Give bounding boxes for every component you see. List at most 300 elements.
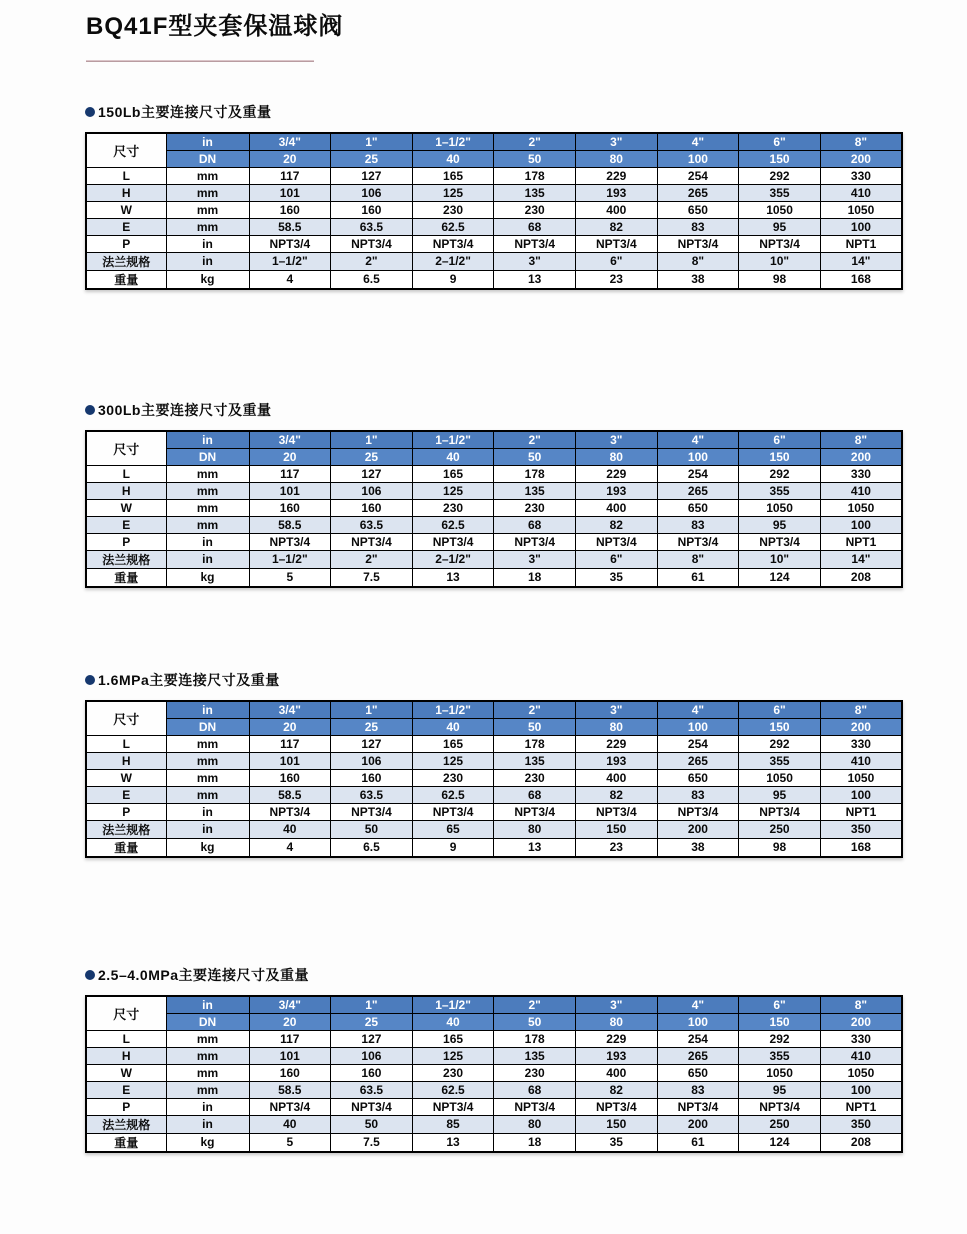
value-cell: 3" (494, 252, 576, 270)
value-cell: 100 (820, 516, 902, 533)
value-cell: NPT3/4 (739, 533, 821, 550)
value-cell: 292 (739, 167, 821, 184)
value-cell: 85 (412, 1115, 494, 1133)
size-header-cell: 1" (331, 133, 413, 150)
size-header-cell: 3/4" (249, 996, 331, 1013)
row-label-cell: L (86, 1030, 166, 1047)
size-header-row (86, 431, 902, 448)
value-cell: 63.5 (331, 516, 413, 533)
table-host-1-6mpa (85, 700, 903, 858)
value-cell: 2" (331, 550, 413, 568)
value-cell: 82 (576, 786, 658, 803)
row-label-cell: 法兰规格 (86, 1115, 166, 1133)
value-cell: 650 (657, 1064, 739, 1081)
value-cell: 135 (494, 482, 576, 499)
row-label-cell: E (86, 516, 166, 533)
value-cell: NPT3/4 (331, 235, 413, 252)
dimension-corner-cell: 尺寸 (86, 996, 166, 1030)
value-cell: NPT3/4 (576, 1098, 658, 1115)
dn-header-cell: 20 (249, 150, 331, 167)
value-cell: 38 (657, 838, 739, 857)
value-cell: 400 (576, 1064, 658, 1081)
dn-header-row (86, 150, 902, 167)
value-cell: 6" (576, 550, 658, 568)
unit-cell: in (166, 1098, 249, 1115)
value-cell: 229 (576, 735, 658, 752)
value-cell: 68 (494, 218, 576, 235)
value-cell: 100 (820, 1081, 902, 1098)
unit-cell: in (166, 1115, 249, 1133)
row-label-cell: H (86, 752, 166, 769)
unit-cell: in (166, 820, 249, 838)
row-label-cell: L (86, 465, 166, 482)
unit-cell: kg (166, 838, 249, 857)
value-cell: 178 (494, 1030, 576, 1047)
section-150lb (85, 103, 903, 290)
spec-table (85, 700, 903, 858)
size-header-cell: 3" (576, 431, 658, 448)
table-row (86, 252, 902, 270)
table-row (86, 201, 902, 218)
value-cell: 400 (576, 769, 658, 786)
size-header-cell: 2" (494, 701, 576, 718)
unit-cell: mm (166, 167, 249, 184)
value-cell: 1050 (739, 499, 821, 516)
dn-header-row (86, 1013, 902, 1030)
dn-header-cell: 100 (657, 448, 739, 465)
value-cell: 200 (657, 820, 739, 838)
dn-header-row (86, 448, 902, 465)
row-label-cell: E (86, 218, 166, 235)
value-cell: 68 (494, 1081, 576, 1098)
dn-header-cell: 50 (494, 718, 576, 735)
value-cell: 117 (249, 465, 331, 482)
dn-unit-cell: DN (166, 150, 249, 167)
value-cell: 200 (657, 1115, 739, 1133)
unit-cell: kg (166, 568, 249, 587)
value-cell: 160 (249, 769, 331, 786)
value-cell: 106 (331, 482, 413, 499)
value-cell: 68 (494, 516, 576, 533)
value-cell: NPT3/4 (249, 533, 331, 550)
value-cell: 5 (249, 568, 331, 587)
row-label-cell: E (86, 1081, 166, 1098)
size-header-row (86, 133, 902, 150)
value-cell: 13 (412, 568, 494, 587)
value-cell: 82 (576, 1081, 658, 1098)
value-cell: 7.5 (331, 568, 413, 587)
value-cell: NPT1 (820, 533, 902, 550)
value-cell: 1050 (739, 1064, 821, 1081)
table-row (86, 735, 902, 752)
value-cell: 9 (412, 838, 494, 857)
value-cell: 7.5 (331, 1133, 413, 1152)
value-cell: NPT3/4 (494, 235, 576, 252)
value-cell: 4 (249, 270, 331, 289)
value-cell: 410 (820, 184, 902, 201)
value-cell: 135 (494, 1047, 576, 1064)
size-header-cell: 2" (494, 431, 576, 448)
value-cell: 100 (820, 786, 902, 803)
value-cell: 193 (576, 752, 658, 769)
value-cell: 40 (249, 820, 331, 838)
row-label-cell: E (86, 786, 166, 803)
size-header-cell: 3" (576, 701, 658, 718)
value-cell: 124 (739, 1133, 821, 1152)
size-header-cell: 4" (657, 133, 739, 150)
value-cell: 254 (657, 167, 739, 184)
table-row (86, 838, 902, 857)
value-cell: 125 (412, 184, 494, 201)
size-header-cell: 3/4" (249, 133, 331, 150)
dn-header-cell: 80 (576, 448, 658, 465)
value-cell: 61 (657, 568, 739, 587)
value-cell: 127 (331, 167, 413, 184)
value-cell: 106 (331, 184, 413, 201)
size-header-cell: 8" (820, 701, 902, 718)
value-cell: 292 (739, 465, 821, 482)
value-cell: 6" (576, 252, 658, 270)
row-label-cell: L (86, 167, 166, 184)
table-row (86, 1133, 902, 1152)
value-cell: 83 (657, 1081, 739, 1098)
table-row (86, 1047, 902, 1064)
dn-header-cell: 25 (331, 1013, 413, 1030)
value-cell: 125 (412, 752, 494, 769)
unit-cell: mm (166, 769, 249, 786)
value-cell: NPT3/4 (412, 533, 494, 550)
value-cell: 292 (739, 1030, 821, 1047)
size-header-cell: 1–1/2" (412, 701, 494, 718)
row-label-cell: P (86, 533, 166, 550)
size-unit-cell: in (166, 701, 249, 718)
value-cell: 230 (412, 769, 494, 786)
value-cell: NPT3/4 (331, 803, 413, 820)
value-cell: 95 (739, 218, 821, 235)
value-cell: 23 (576, 270, 658, 289)
value-cell: 58.5 (249, 516, 331, 533)
value-cell: 13 (494, 838, 576, 857)
row-label-cell: 法兰规格 (86, 550, 166, 568)
value-cell: 1050 (820, 769, 902, 786)
value-cell: NPT3/4 (249, 803, 331, 820)
value-cell: 330 (820, 465, 902, 482)
value-cell: 58.5 (249, 218, 331, 235)
value-cell: 6.5 (331, 838, 413, 857)
unit-cell: in (166, 803, 249, 820)
dn-header-cell: 100 (657, 718, 739, 735)
unit-cell: mm (166, 499, 249, 516)
table-row (86, 786, 902, 803)
dn-header-cell: 40 (412, 448, 494, 465)
value-cell: NPT3/4 (331, 1098, 413, 1115)
value-cell: 18 (494, 568, 576, 587)
value-cell: 165 (412, 1030, 494, 1047)
value-cell: 63.5 (331, 786, 413, 803)
value-cell: 265 (657, 184, 739, 201)
value-cell: 254 (657, 1030, 739, 1047)
value-cell: 330 (820, 735, 902, 752)
title-underline-rule (86, 60, 314, 62)
value-cell: 193 (576, 1047, 658, 1064)
table-row (86, 1098, 902, 1115)
value-cell: 98 (739, 270, 821, 289)
value-cell: 1050 (739, 201, 821, 218)
table-row (86, 1030, 902, 1047)
size-header-cell: 3/4" (249, 701, 331, 718)
value-cell: 254 (657, 465, 739, 482)
size-header-cell: 8" (820, 996, 902, 1013)
row-label-cell: W (86, 1064, 166, 1081)
value-cell: 160 (331, 499, 413, 516)
value-cell: 265 (657, 752, 739, 769)
dn-header-cell: 50 (494, 1013, 576, 1030)
value-cell: 355 (739, 482, 821, 499)
value-cell: 106 (331, 1047, 413, 1064)
value-cell: 14" (820, 252, 902, 270)
unit-cell: in (166, 235, 249, 252)
dn-header-row (86, 718, 902, 735)
row-label-cell: 法兰规格 (86, 252, 166, 270)
value-cell: 35 (576, 1133, 658, 1152)
value-cell: 208 (820, 1133, 902, 1152)
value-cell: 14" (820, 550, 902, 568)
section-title: 150Lb主要连接尺寸及重量 (98, 104, 272, 120)
value-cell: 10" (739, 252, 821, 270)
dimension-corner-cell: 尺寸 (86, 133, 166, 167)
table-row (86, 465, 902, 482)
row-label-cell: 重量 (86, 568, 166, 587)
row-label-cell: 法兰规格 (86, 820, 166, 838)
value-cell: 165 (412, 167, 494, 184)
value-cell: 178 (494, 465, 576, 482)
value-cell: 160 (249, 499, 331, 516)
value-cell: 83 (657, 218, 739, 235)
size-header-row (86, 701, 902, 718)
section-heading (85, 966, 903, 984)
value-cell: NPT1 (820, 803, 902, 820)
value-cell: 250 (739, 820, 821, 838)
value-cell: 117 (249, 1030, 331, 1047)
value-cell: NPT3/4 (494, 533, 576, 550)
value-cell: 160 (249, 201, 331, 218)
unit-cell: mm (166, 786, 249, 803)
value-cell: 650 (657, 769, 739, 786)
value-cell: NPT1 (820, 235, 902, 252)
dn-header-cell: 100 (657, 150, 739, 167)
table-row (86, 1115, 902, 1133)
table-row (86, 499, 902, 516)
value-cell: 1–1/2" (249, 550, 331, 568)
value-cell: 1050 (820, 201, 902, 218)
value-cell: 193 (576, 482, 658, 499)
value-cell: NPT3/4 (576, 803, 658, 820)
section-heading (85, 401, 903, 419)
value-cell: 330 (820, 167, 902, 184)
size-unit-cell: in (166, 133, 249, 150)
size-header-cell: 1–1/2" (412, 996, 494, 1013)
table-row (86, 820, 902, 838)
value-cell: 1050 (820, 1064, 902, 1081)
size-header-row (86, 996, 902, 1013)
value-cell: 8" (657, 252, 739, 270)
value-cell: 58.5 (249, 1081, 331, 1098)
value-cell: 62.5 (412, 1081, 494, 1098)
value-cell: 95 (739, 516, 821, 533)
dn-header-cell: 25 (331, 150, 413, 167)
value-cell: 355 (739, 1047, 821, 1064)
value-cell: 63.5 (331, 218, 413, 235)
spec-table (85, 132, 903, 290)
section-heading (85, 103, 903, 121)
table-row (86, 482, 902, 499)
value-cell: 230 (412, 1064, 494, 1081)
value-cell: NPT3/4 (739, 803, 821, 820)
dn-header-cell: 200 (820, 1013, 902, 1030)
bullet-icon (85, 107, 95, 117)
value-cell: 68 (494, 786, 576, 803)
dn-header-cell: 150 (739, 1013, 821, 1030)
size-header-cell: 8" (820, 431, 902, 448)
table-row (86, 769, 902, 786)
value-cell: NPT3/4 (657, 803, 739, 820)
unit-cell: mm (166, 482, 249, 499)
value-cell: 355 (739, 752, 821, 769)
size-header-cell: 1" (331, 996, 413, 1013)
row-label-cell: H (86, 184, 166, 201)
value-cell: 80 (494, 820, 576, 838)
value-cell: 117 (249, 167, 331, 184)
value-cell: 135 (494, 752, 576, 769)
value-cell: 229 (576, 167, 658, 184)
dn-header-cell: 80 (576, 1013, 658, 1030)
table-row (86, 167, 902, 184)
value-cell: 101 (249, 482, 331, 499)
value-cell: 8" (657, 550, 739, 568)
value-cell: 40 (249, 1115, 331, 1133)
value-cell: 23 (576, 838, 658, 857)
value-cell: 400 (576, 201, 658, 218)
value-cell: 38 (657, 270, 739, 289)
size-header-cell: 1" (331, 431, 413, 448)
unit-cell: mm (166, 465, 249, 482)
size-header-cell: 8" (820, 133, 902, 150)
size-header-cell: 4" (657, 701, 739, 718)
row-label-cell: W (86, 499, 166, 516)
value-cell: 230 (412, 499, 494, 516)
section-300lb (85, 401, 903, 588)
value-cell: 400 (576, 499, 658, 516)
value-cell: 9 (412, 270, 494, 289)
table-row (86, 533, 902, 550)
row-label-cell: P (86, 803, 166, 820)
value-cell: 160 (249, 1064, 331, 1081)
value-cell: 13 (412, 1133, 494, 1152)
dn-header-cell: 150 (739, 448, 821, 465)
size-header-cell: 4" (657, 996, 739, 1013)
value-cell: 65 (412, 820, 494, 838)
size-header-cell: 3" (576, 133, 658, 150)
dimension-corner-cell: 尺寸 (86, 431, 166, 465)
value-cell: NPT3/4 (576, 235, 658, 252)
unit-cell: mm (166, 1081, 249, 1098)
table-row (86, 752, 902, 769)
value-cell: 193 (576, 184, 658, 201)
value-cell: 35 (576, 568, 658, 587)
row-label-cell: W (86, 201, 166, 218)
value-cell: 127 (331, 465, 413, 482)
value-cell: 82 (576, 516, 658, 533)
value-cell: 178 (494, 735, 576, 752)
value-cell: NPT3/4 (657, 235, 739, 252)
value-cell: 168 (820, 838, 902, 857)
dn-header-cell: 20 (249, 1013, 331, 1030)
table-row (86, 270, 902, 289)
value-cell: 117 (249, 735, 331, 752)
dn-header-cell: 50 (494, 448, 576, 465)
row-label-cell: H (86, 1047, 166, 1064)
value-cell: 5 (249, 1133, 331, 1152)
value-cell: NPT3/4 (739, 235, 821, 252)
value-cell: 178 (494, 167, 576, 184)
value-cell: 410 (820, 752, 902, 769)
value-cell: 83 (657, 786, 739, 803)
dn-header-cell: 20 (249, 448, 331, 465)
row-label-cell: 重量 (86, 1133, 166, 1152)
dimension-corner-cell: 尺寸 (86, 701, 166, 735)
table-row (86, 516, 902, 533)
dn-header-cell: 25 (331, 448, 413, 465)
dn-header-cell: 150 (739, 718, 821, 735)
value-cell: 265 (657, 1047, 739, 1064)
value-cell: NPT3/4 (739, 1098, 821, 1115)
value-cell: 2" (331, 252, 413, 270)
table-host-150lb (85, 132, 903, 290)
dn-header-cell: 20 (249, 718, 331, 735)
value-cell: NPT1 (820, 1098, 902, 1115)
size-unit-cell: in (166, 996, 249, 1013)
value-cell: 101 (249, 184, 331, 201)
size-header-cell: 6" (739, 133, 821, 150)
section-title: 300Lb主要连接尺寸及重量 (98, 402, 272, 418)
value-cell: 160 (331, 201, 413, 218)
value-cell: 230 (494, 1064, 576, 1081)
value-cell: 125 (412, 482, 494, 499)
section-1-6mpa (85, 671, 903, 858)
unit-cell: mm (166, 735, 249, 752)
unit-cell: in (166, 252, 249, 270)
size-header-cell: 2" (494, 996, 576, 1013)
value-cell: NPT3/4 (412, 803, 494, 820)
size-header-cell: 6" (739, 996, 821, 1013)
table-row (86, 803, 902, 820)
table-row (86, 568, 902, 587)
value-cell: 265 (657, 482, 739, 499)
table-row (86, 1081, 902, 1098)
value-cell: NPT3/4 (657, 1098, 739, 1115)
value-cell: NPT3/4 (576, 533, 658, 550)
value-cell: 1050 (739, 769, 821, 786)
value-cell: 13 (494, 270, 576, 289)
unit-cell: mm (166, 1030, 249, 1047)
table-row (86, 184, 902, 201)
value-cell: NPT3/4 (494, 803, 576, 820)
value-cell: 18 (494, 1133, 576, 1152)
value-cell: 6.5 (331, 270, 413, 289)
value-cell: 2–1/2" (412, 252, 494, 270)
value-cell: NPT3/4 (249, 1098, 331, 1115)
value-cell: 150 (576, 1115, 658, 1133)
